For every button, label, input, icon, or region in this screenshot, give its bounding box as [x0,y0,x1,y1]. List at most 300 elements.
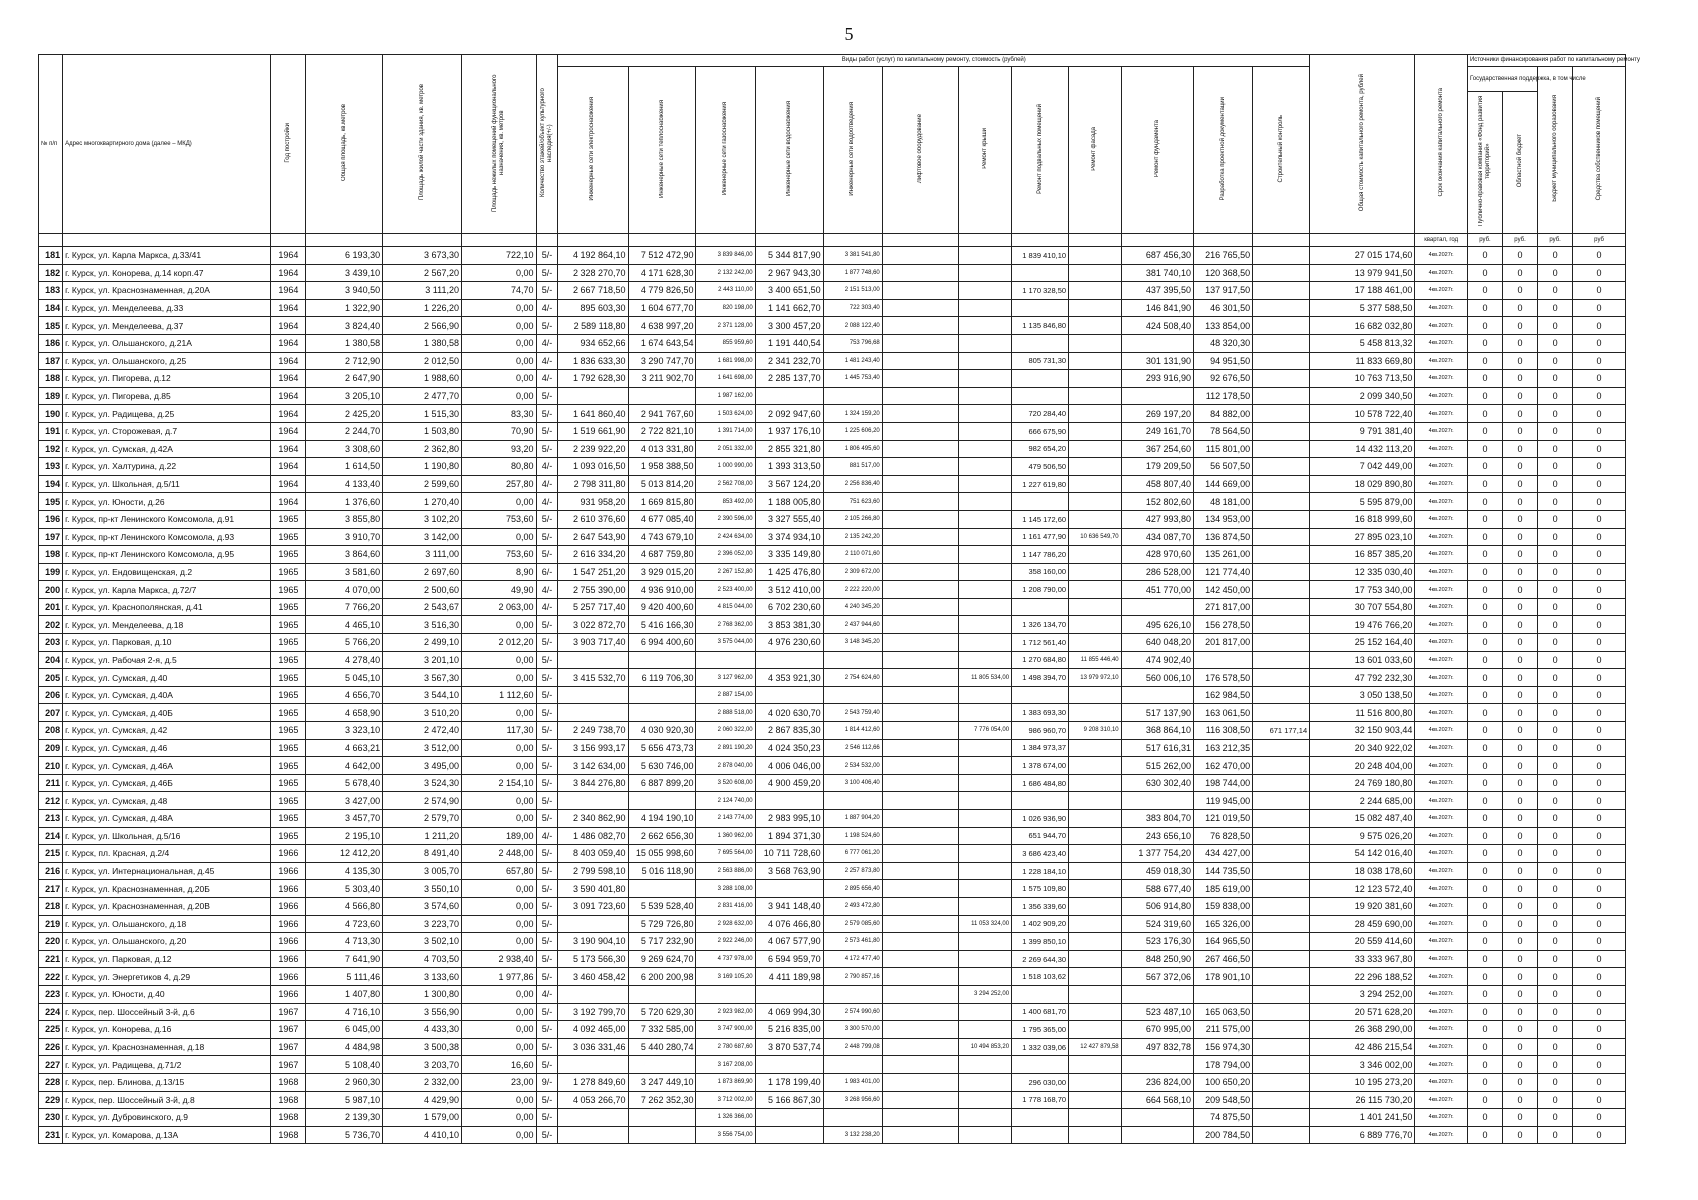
col-basement-header: Ремонт подвальных помещений [1012,67,1069,234]
row-number: 202 [39,616,63,634]
lift-cost-cell [882,739,959,757]
total-cost-cell: 2 244 685,00 [1310,792,1415,810]
roof-cost-cell [959,563,1012,581]
roof-cost-cell [959,845,1012,863]
roof-cost-cell [959,493,1012,511]
water-cost-cell: 3 400 651,50 [755,282,823,300]
gas-cost-cell: 3 167 208,00 [696,1056,755,1074]
construction-control-cell [1253,1056,1310,1074]
water-cost-cell [755,792,823,810]
lift-cost-cell [882,422,959,440]
water-cost-cell: 4 067 577,90 [755,933,823,951]
construction-control-cell [1253,563,1310,581]
facade-cost-cell [1069,933,1122,951]
construction-control-cell [1253,845,1310,863]
total-area-cell: 2 960,30 [306,1073,383,1091]
water-cost-cell [755,651,823,669]
owners-cell: 0 [1573,1091,1626,1109]
heating-cost-cell: 4 030 920,30 [628,722,696,740]
water-cost-cell: 2 285 137,70 [755,370,823,388]
municipal-cell: 0 [1538,247,1573,265]
heating-cost-cell: 4 779 826,50 [628,282,696,300]
table-row [39,510,1626,528]
living-area-cell: 3 223,70 [383,915,462,933]
fund-cell: 0 [1467,985,1502,1003]
water-cost-cell: 3 568 763,90 [755,862,823,880]
year-cell: 1964 [271,458,306,476]
water-cost-cell: 1 141 662,70 [755,299,823,317]
gas-cost-cell: 2 831 416,00 [696,897,755,915]
regional-cell: 0 [1503,915,1538,933]
construction-control-cell [1253,247,1310,265]
regional-cell: 0 [1503,880,1538,898]
floors-cell: 5/- [536,1021,558,1039]
owners-cell: 0 [1573,634,1626,652]
roof-cost-cell [959,704,1012,722]
table-row [39,264,1626,282]
fund-cell: 0 [1467,440,1502,458]
project-doc-cost-cell: 120 368,50 [1193,264,1252,282]
foundation-cost-cell: 269 197,20 [1121,405,1193,423]
year-cell: 1965 [271,669,306,687]
table-row [39,616,1626,634]
drainage-cost-cell: 2 105 266,80 [823,510,882,528]
regional-cell: 0 [1503,862,1538,880]
regional-cell: 0 [1503,317,1538,335]
basement-cost-cell: 1 686 484,80 [1012,774,1069,792]
table-row [39,686,1626,704]
water-cost-cell: 10 711 728,60 [755,845,823,863]
term-cell: 4кв.2027г. [1415,247,1468,265]
address-cell: г. Курск, пл. Красная, д.2/4 [63,845,271,863]
lift-cost-cell [882,792,959,810]
term-cell: 4кв.2027г. [1415,933,1468,951]
water-cost-cell: 4 076 466,80 [755,915,823,933]
term-cell: 4кв.2027г. [1415,704,1468,722]
regional-cell: 0 [1503,1021,1538,1039]
construction-control-cell [1253,493,1310,511]
drainage-cost-cell: 1 198 524,60 [823,827,882,845]
table-row [39,563,1626,581]
regional-cell: 0 [1503,1091,1538,1109]
municipal-cell: 0 [1538,475,1573,493]
year-cell: 1965 [271,722,306,740]
municipal-cell: 0 [1538,352,1573,370]
water-cost-cell [755,1056,823,1074]
nonres-area-cell: 0,00 [462,739,537,757]
facade-cost-cell [1069,862,1122,880]
floors-cell: 4/- [536,985,558,1003]
row-number: 226 [39,1038,63,1056]
heating-cost-cell: 3 211 902,70 [628,370,696,388]
regional-cell: 0 [1503,264,1538,282]
gas-cost-cell: 2 878 040,00 [696,757,755,775]
term-cell: 4кв.2027г. [1415,1056,1468,1074]
municipal-cell: 0 [1538,1109,1573,1127]
roof-cost-cell [959,458,1012,476]
regional-cell: 0 [1503,845,1538,863]
owners-cell: 0 [1573,774,1626,792]
electric-cost-cell: 4 092 465,00 [558,1021,628,1039]
lift-cost-cell [882,282,959,300]
drainage-cost-cell [823,651,882,669]
roof-cost-cell: 10 494 853,20 [959,1038,1012,1056]
address-cell: г. Курск, ул. Комарова, д.13А [63,1126,271,1144]
municipal-cell: 0 [1538,493,1573,511]
facade-cost-cell [1069,897,1122,915]
regional-cell: 0 [1503,546,1538,564]
nonres-area-cell: 2 063,00 [462,598,537,616]
table-row [39,475,1626,493]
lift-cost-cell [882,950,959,968]
nonres-area-cell: 0,00 [462,1109,537,1127]
year-cell: 1964 [271,387,306,405]
year-cell: 1964 [271,352,306,370]
project-doc-cost-cell: 119 945,00 [1193,792,1252,810]
construction-control-cell [1253,686,1310,704]
gas-cost-cell: 853 492,00 [696,493,755,511]
nonres-area-cell: 2 448,00 [462,845,537,863]
total-cost-cell: 3 050 138,50 [1310,686,1415,704]
regional-cell: 0 [1503,897,1538,915]
gas-cost-cell: 2 396 052,00 [696,546,755,564]
living-area-cell: 3 544,10 [383,686,462,704]
fund-cell: 0 [1467,387,1502,405]
foundation-cost-cell: 567 372,06 [1121,968,1193,986]
total-cost-cell: 32 150 903,44 [1310,722,1415,740]
gas-cost-cell: 1 681 998,00 [696,352,755,370]
roof-cost-cell: 7 776 054,00 [959,722,1012,740]
total-cost-cell: 17 188 461,00 [1310,282,1415,300]
construction-control-cell [1253,282,1310,300]
living-area-cell: 1 190,80 [383,458,462,476]
water-cost-cell: 4 020 630,70 [755,704,823,722]
electric-cost-cell [558,1056,628,1074]
project-doc-cost-cell: 164 965,50 [1193,933,1252,951]
municipal-cell: 0 [1538,422,1573,440]
facade-cost-cell [1069,704,1122,722]
table-row [39,704,1626,722]
table-row [39,1003,1626,1021]
row-number: 198 [39,546,63,564]
fund-cell: 0 [1467,1091,1502,1109]
fund-cell: 0 [1467,704,1502,722]
project-doc-cost-cell: 136 874,50 [1193,528,1252,546]
drainage-cost-cell: 881 517,00 [823,458,882,476]
table-row [39,405,1626,423]
basement-cost-cell: 1 384 973,37 [1012,739,1069,757]
living-area-cell: 1 226,20 [383,299,462,317]
municipal-cell: 0 [1538,1038,1573,1056]
foundation-cost-cell: 179 209,50 [1121,458,1193,476]
foundation-cost-cell: 293 916,90 [1121,370,1193,388]
electric-cost-cell: 3 022 872,70 [558,616,628,634]
foundation-cost-cell: 286 528,00 [1121,563,1193,581]
living-area-cell: 2 599,60 [383,475,462,493]
water-cost-cell [755,1109,823,1127]
total-area-cell: 5 045,10 [306,669,383,687]
electric-cost-cell: 3 903 717,40 [558,634,628,652]
foundation-cost-cell: 451 770,00 [1121,581,1193,599]
owners-cell: 0 [1573,1126,1626,1144]
floors-cell: 4/- [536,475,558,493]
row-number: 214 [39,827,63,845]
construction-control-cell [1253,739,1310,757]
regional-cell: 0 [1503,563,1538,581]
heating-cost-cell [628,1109,696,1127]
water-cost-cell [755,1126,823,1144]
project-doc-cost-cell: 165 063,50 [1193,1003,1252,1021]
total-cost-cell: 3 346 002,00 [1310,1056,1415,1074]
fund-cell: 0 [1467,1109,1502,1127]
project-doc-cost-cell: 434 427,00 [1193,845,1252,863]
address-cell: г. Курск, ул. Интернациональная, д.45 [63,862,271,880]
total-cost-cell: 10 763 713,50 [1310,370,1415,388]
roof-cost-cell [959,264,1012,282]
municipal-cell: 0 [1538,669,1573,687]
table-row [39,845,1626,863]
floors-cell: 5/- [536,968,558,986]
gas-cost-cell: 2 124 740,00 [696,792,755,810]
living-area-cell: 3 111,20 [383,282,462,300]
row-number: 224 [39,1003,63,1021]
project-doc-cost-cell: 48 181,00 [1193,493,1252,511]
row-number: 192 [39,440,63,458]
total-area-cell: 2 712,90 [306,352,383,370]
project-doc-cost-cell: 135 261,00 [1193,546,1252,564]
gas-cost-cell: 2 443 110,00 [696,282,755,300]
gas-cost-cell [696,651,755,669]
term-cell: 4кв.2027г. [1415,475,1468,493]
total-cost-cell: 16 682 032,80 [1310,317,1415,335]
construction-control-cell [1253,651,1310,669]
heating-cost-cell: 4 638 997,20 [628,317,696,335]
basement-cost-cell: 1 575 109,80 [1012,880,1069,898]
owners-cell: 0 [1573,897,1626,915]
basement-cost-cell: 1 228 184,10 [1012,862,1069,880]
col-project-doc-header: Разработка проектной документации [1193,67,1252,234]
lift-cost-cell [882,370,959,388]
electric-cost-cell: 2 755 390,00 [558,581,628,599]
municipal-cell: 0 [1538,634,1573,652]
year-cell: 1965 [271,598,306,616]
row-number: 201 [39,598,63,616]
facade-cost-cell [1069,264,1122,282]
living-area-cell: 4 703,50 [383,950,462,968]
electric-cost-cell: 2 249 738,70 [558,722,628,740]
row-number: 215 [39,845,63,863]
address-cell: г. Курск, ул. Краснознаменная, д.20Б [63,880,271,898]
project-doc-cost-cell: 134 953,00 [1193,510,1252,528]
lift-cost-cell [882,651,959,669]
lift-cost-cell [882,387,959,405]
table-row [39,810,1626,828]
construction-control-cell [1253,299,1310,317]
water-cost-cell: 2 983 995,10 [755,810,823,828]
heating-cost-cell: 4 677 085,40 [628,510,696,528]
unit-rub: руб. [1467,234,1502,247]
total-cost-cell: 18 029 890,80 [1310,475,1415,493]
total-cost-cell: 9 791 381,40 [1310,422,1415,440]
nonres-area-cell: 0,00 [462,704,537,722]
floors-cell: 4/- [536,299,558,317]
row-number: 216 [39,862,63,880]
facade-cost-cell [1069,827,1122,845]
year-cell: 1966 [271,985,306,1003]
basement-cost-cell [1012,1056,1069,1074]
water-cost-cell: 3 870 537,74 [755,1038,823,1056]
floors-cell: 4/- [536,598,558,616]
address-cell: г. Курск, ул. Ольшанского, д.25 [63,352,271,370]
gas-cost-cell: 3 747 900,00 [696,1021,755,1039]
regional-cell: 0 [1503,405,1538,423]
term-cell: 4кв.2027г. [1415,563,1468,581]
construction-control-cell [1253,422,1310,440]
total-area-cell: 4 713,30 [306,933,383,951]
fund-cell: 0 [1467,282,1502,300]
fund-cell: 0 [1467,405,1502,423]
foundation-cost-cell: 236 824,00 [1121,1073,1193,1091]
foundation-cost-cell: 517 137,90 [1121,704,1193,722]
gas-cost-cell: 2 928 632,00 [696,915,755,933]
owners-cell: 0 [1573,845,1626,863]
fund-cell: 0 [1467,950,1502,968]
total-cost-cell: 11 833 669,80 [1310,352,1415,370]
foundation-cost-cell: 458 807,40 [1121,475,1193,493]
drainage-cost-cell: 1 887 904,20 [823,810,882,828]
total-cost-cell: 27 895 023,10 [1310,528,1415,546]
fund-cell: 0 [1467,370,1502,388]
municipal-cell: 0 [1538,810,1573,828]
municipal-cell: 0 [1538,317,1573,335]
regional-cell: 0 [1503,299,1538,317]
fund-cell: 0 [1467,774,1502,792]
foundation-cost-cell [1121,1126,1193,1144]
municipal-cell: 0 [1538,282,1573,300]
municipal-cell: 0 [1538,1021,1573,1039]
basement-cost-cell: 1 135 846,80 [1012,317,1069,335]
municipal-cell: 0 [1538,1126,1573,1144]
drainage-cost-cell: 1 877 748,60 [823,264,882,282]
municipal-cell: 0 [1538,264,1573,282]
row-number: 191 [39,422,63,440]
nonres-area-cell: 0,00 [462,915,537,933]
address-cell: г. Курск, пер. Шоссейный 3-й, д.6 [63,1003,271,1021]
table-row [39,1073,1626,1091]
floors-cell: 5/- [536,528,558,546]
owners-cell: 0 [1573,352,1626,370]
floors-cell: 4/- [536,458,558,476]
water-cost-cell: 4 353 921,30 [755,669,823,687]
heating-cost-cell: 5 416 166,30 [628,616,696,634]
electric-cost-cell: 3 590 401,80 [558,880,628,898]
living-area-cell: 2 477,70 [383,387,462,405]
floors-cell: 5/- [536,651,558,669]
heating-cost-cell: 4 194 190,10 [628,810,696,828]
row-number: 219 [39,915,63,933]
drainage-cost-cell [823,792,882,810]
year-cell: 1964 [271,493,306,511]
floors-cell: 6/- [536,563,558,581]
electric-cost-cell: 5 173 566,30 [558,950,628,968]
col-regional-header: Областной бюджет [1503,92,1538,234]
address-cell: г. Курск, ул. Радищева, д.71/2 [63,1056,271,1074]
foundation-cost-cell: 381 740,10 [1121,264,1193,282]
foundation-cost-cell: 383 804,70 [1121,810,1193,828]
project-doc-cost-cell: 133 854,00 [1193,317,1252,335]
facade-cost-cell [1069,334,1122,352]
foundation-cost-cell: 437 395,50 [1121,282,1193,300]
electric-cost-cell: 931 958,20 [558,493,628,511]
lift-cost-cell [882,598,959,616]
term-cell: 4кв.2027г. [1415,282,1468,300]
roof-cost-cell [959,739,1012,757]
gas-cost-cell: 1 503 624,00 [696,405,755,423]
heating-cost-cell: 5 630 746,00 [628,757,696,775]
construction-control-cell [1253,862,1310,880]
construction-control-cell [1253,634,1310,652]
basement-cost-cell: 1 839 410,10 [1012,247,1069,265]
regional-cell: 0 [1503,334,1538,352]
foundation-cost-cell: 523 176,30 [1121,933,1193,951]
table-row [39,739,1626,757]
term-cell: 4кв.2027г. [1415,774,1468,792]
roof-cost-cell [959,510,1012,528]
project-doc-cost-cell: 92 676,50 [1193,370,1252,388]
row-number: 218 [39,897,63,915]
basement-cost-cell: 1 161 477,90 [1012,528,1069,546]
foundation-cost-cell: 424 508,40 [1121,317,1193,335]
heating-cost-cell: 9 420 400,60 [628,598,696,616]
address-cell: г. Курск, ул. Юности, д.26 [63,493,271,511]
construction-control-cell [1253,405,1310,423]
drainage-cost-cell [823,1056,882,1074]
living-area-cell: 2 574,90 [383,792,462,810]
address-cell: г. Курск, ул. Школьная, д.5/11 [63,475,271,493]
heating-cost-cell [628,686,696,704]
total-cost-cell: 42 486 215,54 [1310,1038,1415,1056]
roof-cost-cell [959,598,1012,616]
year-cell: 1968 [271,1126,306,1144]
roof-cost-cell [959,334,1012,352]
address-cell: г. Курск, ул. Сторожевая, д.7 [63,422,271,440]
address-cell: г. Курск, ул. Карла Маркса, д.72/7 [63,581,271,599]
lift-cost-cell [882,475,959,493]
municipal-cell: 0 [1538,598,1573,616]
project-doc-cost-cell: 162 984,50 [1193,686,1252,704]
term-cell: 4кв.2027г. [1415,370,1468,388]
floors-cell: 5/- [536,810,558,828]
foundation-cost-cell: 243 656,10 [1121,827,1193,845]
term-cell: 4кв.2027г. [1415,810,1468,828]
nonres-area-cell: 0,00 [462,317,537,335]
table-row [39,1038,1626,1056]
facade-cost-cell [1069,634,1122,652]
living-area-cell: 1 270,40 [383,493,462,511]
term-cell: 4кв.2027г. [1415,985,1468,1003]
facade-cost-cell [1069,686,1122,704]
total-area-cell: 6 193,30 [306,247,383,265]
table-row [39,247,1626,265]
address-cell: г. Курск, ул. Ольшанского, д.21А [63,334,271,352]
construction-control-cell [1253,317,1310,335]
construction-control-cell [1253,370,1310,388]
electric-cost-cell: 1 547 251,20 [558,563,628,581]
row-number: 197 [39,528,63,546]
drainage-cost-cell: 2 257 873,80 [823,862,882,880]
owners-cell: 0 [1573,510,1626,528]
drainage-cost-cell: 753 796,68 [823,334,882,352]
